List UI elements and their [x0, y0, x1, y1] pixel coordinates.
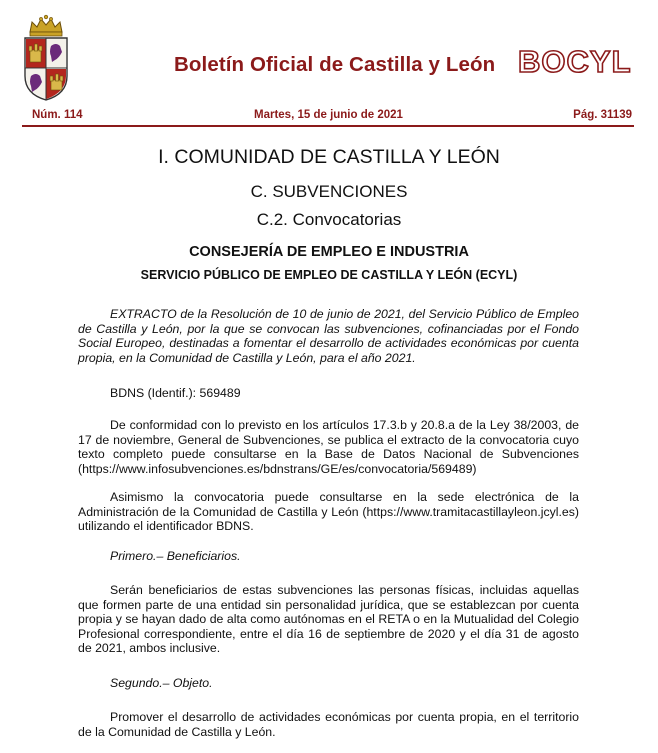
objeto-paragraph: Promover el desarrollo de actividades económicas por cuenta propia, en el territorio de la Comunidad de Castilla y León.: [78, 710, 579, 739]
issue-meta-bar: [22, 109, 634, 127]
page-number: Pág. 31139: [573, 109, 632, 121]
primero-heading: Primero.– Beneficiarios.: [110, 549, 241, 563]
asimismo-paragraph: Asimismo la convocatoria puede consultarse en la sede electrónica de la Administración de la Comunidad de Castilla y León (https://www.tramitacastillayleon.jcyl.es) utilizando el identificador BDNS.: [78, 490, 579, 534]
section-heading-level2: C. SUBVENCIONES: [250, 182, 408, 201]
coat-of-arms-icon: [22, 14, 70, 102]
extracto-paragraph: EXTRACTO de la Resolución de 10 de junio de 2021, del Servicio Público de Empleo de Castilla y León, por la que se convocan las subvenciones, cofinanciadas por el Fondo Social Europeo, destinadas a fomentar el desarrollo de actividades económicas por cuenta propia, en la Comunidad de Castilla y León, para el año 2021.: [78, 307, 579, 365]
bocyl-logo: BOCYL: [518, 44, 632, 79]
department-heading: CONSEJERÍA DE EMPLEO E INDUSTRIA: [189, 244, 469, 260]
issue-number: Núm. 114: [32, 109, 83, 121]
gazette-title: Boletín Oficial de Castilla y León: [174, 53, 496, 76]
section-heading-level1: I. COMUNIDAD DE CASTILLA Y LEÓN: [158, 146, 500, 168]
segundo-heading: Segundo.– Objeto.: [110, 676, 213, 690]
beneficiarios-paragraph: Serán beneficiarios de estas subvenciones las personas físicas, incluidas aquellas que formen parte de una entidad sin personalidad jurídica, que se establezcan por cuenta propia y se hayan dado de alta como autónomas en el RETA o en la Mutualidad del Colegio Profesional correspondiente, entre el día 16 de septiembre de 2020 y el día 31 de agosto de 2021, ambos inclusive.: [78, 583, 579, 656]
issue-date: Martes, 15 de junio de 2021: [254, 109, 403, 121]
section-heading-level3: C.2. Convocatorias: [256, 210, 402, 229]
bdns-identifier: BDNS (Identif.): 569489: [110, 386, 241, 400]
service-heading: SERVICIO PÚBLICO DE EMPLEO DE CASTILLA Y LEÓN (ECYL): [140, 268, 518, 282]
conformidad-paragraph: De conformidad con lo previsto en los artículos 17.3.b y 20.8.a de la Ley 38/2003, de 17 de noviembre, General de Subvenciones, se publica el extracto de la convocatoria cuyo texto completo puede consultarse en la Base de Datos Nacional de Subvenciones (https://www.infosubvenciones.es/bdnstrans/GE/es/convocatoria/569489): [78, 418, 579, 476]
